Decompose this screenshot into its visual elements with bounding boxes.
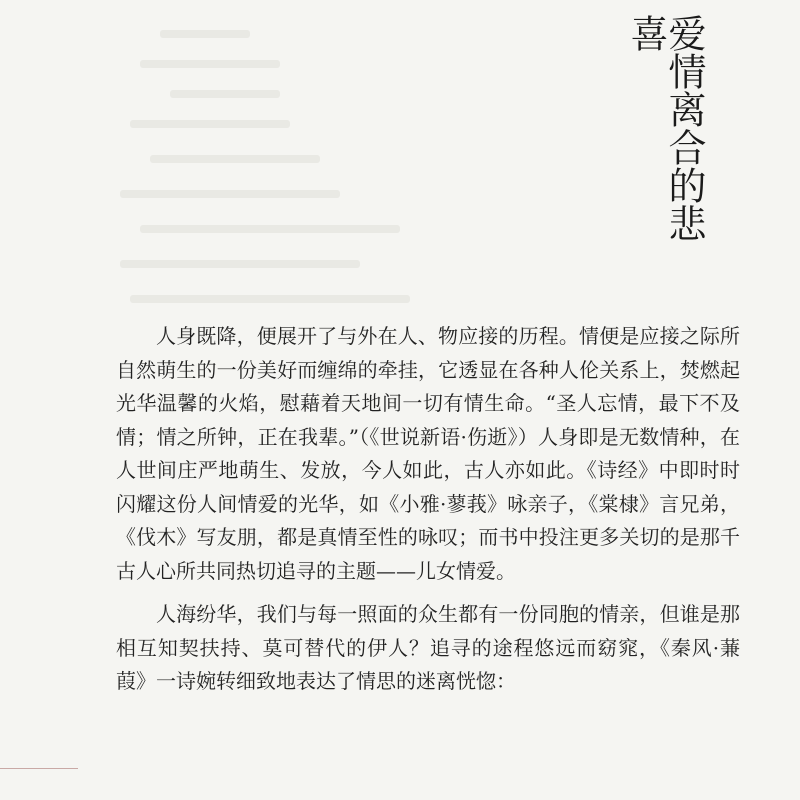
paragraph: 人海纷华，我们与每一照面的众生都有一份同胞的情亲，但谁是那相互知契扶持、莫可替代的伊人？追寻的途程悠远而窈窕，《秦风·蒹葭》一诗婉转细致地表达了情思的迷离恍惚： bbox=[116, 602, 740, 693]
margin-rule bbox=[0, 768, 78, 769]
body-text bbox=[116, 320, 740, 699]
paragraph: 人身既降，便展开了与外在人、物应接的历程。情便是应接之际所自然萌生的一份美好而缠绵的牵挂，它透显在各种人伦关系上，焚燃起光华温馨的火焰，慰藉着天地间一切有情生命。“圣人忘情，最下不及情；情之所钟，正在我辈。”（《世说新语·伤逝》）人身即是无数情种，在人世间庄严地萌生、发放，今人如此，古人亦如此。《诗经》中即时时闪耀这份人间情爱的光华，如《小雅·蓼莪》咏亲子，《棠棣》言兄弟，《伐木》写友朋，都是真情至性的咏叹；而书中投注更多关切的是那千古人心所共同热切追寻的主题——儿女情爱。 bbox=[116, 324, 740, 583]
page-show-through bbox=[120, 20, 420, 310]
chapter-title: 爱情离合的悲喜 bbox=[624, 14, 706, 242]
